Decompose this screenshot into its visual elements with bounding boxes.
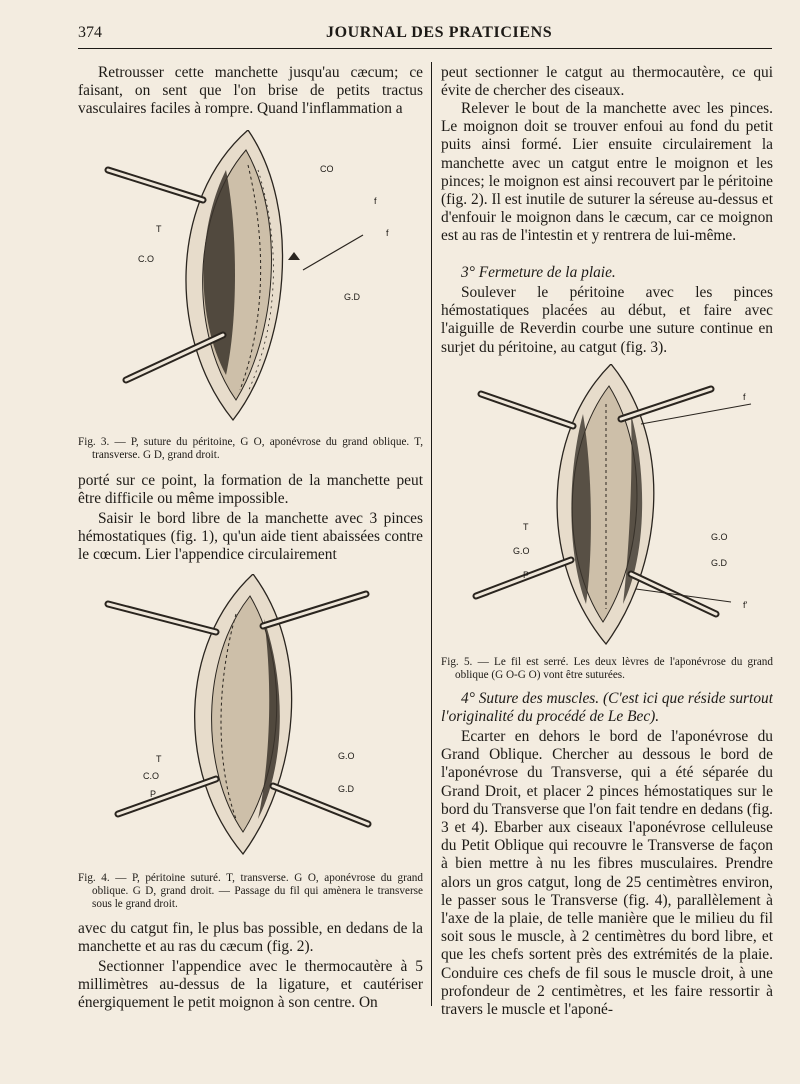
figure-4-caption: Fig. 4. — P, péritoine suturé. T, transverse. G O, aponévrose du grand oblique. G D, grand droit. — Passage du fil qui amènera le transverse sous le grand droit. [78,872,423,911]
fig5-label-f: f [743,392,746,402]
fig5-label-gd: G.D [711,558,728,568]
figure-3 [98,130,398,430]
figure-5-illustration [461,364,761,649]
fig4-label-gd: G.D [338,784,355,794]
fig5-label-f-prime: f' [743,600,748,610]
right-paragraph-4: Ecarter en dehors le bord de l'aponévrose du Grand Oblique. Chercher au dessous le bord de l'aponévrose du Transverse, qui a été séparée du Grand Droit, et placer 2 pinces hémostatiques sur le bord du Transverse que l'on fait tendre en dedans (fig. 3 et 4). Ebarber aux ciseaux l'aponévrose celluleuse du Petit Oblique qui recouvre le Transverse de façon à bien mettre à nu les fibres musculaires. Prendre alors un gros catgut, long de 25 centimètres environ, le passer sous le Transverse (fig. 4), parallèlement à l'axe de la plaie, de telle manière que le milieu du fil soit sous le muscle, à 2 centimètres du bord libre, et que les chefs sortent près des extrémités de la plaie. Conduire ces chefs de fil sous le muscle droit, à une profondeur de 2 centimètres, et les faire ressortir à travers le muscle et l'aponé- [441,728,773,1019]
fig3-label-t: T [156,224,162,234]
figure-4-illustration [98,574,398,864]
right-column [441,64,773,1024]
column-rule [431,62,432,1006]
right-paragraph-2: Relever le bout de la manchette avec les pinces. Le moignon doit se trouver enfoui au fond du petit puits ainsi formé. Lier ensuite circulairement la manchette avec un catgut entre le moignon et les pinces; le moignon est ainsi recouvert par le péritoine (fig. 2). Il est inutile de suturer la séreuse au-dessus et d'enfouir le moignon dans le cæcum, car ce moignon est au ras de l'intestin et y rentrera de lui-même. [441,100,773,245]
figure-4 [98,574,398,864]
fig4-label-t: T [156,754,162,764]
fig3-label-f1: f [374,196,377,206]
right-paragraph-3: Soulever le péritoine avec les pinces hémostatiques placées au début, et faire avec l'aiguille de Reverdin courbe une suture continue en surjet du péritoine, au catgut (fig. 3). [441,284,773,356]
fig4-label-p: P [150,789,157,799]
section-3-heading: 3° Fermeture de la plaie. [461,264,616,281]
figure-3-illustration [98,130,398,430]
fig3-label-co-left: C.O [138,254,155,264]
left-paragraph-2: porté sur ce point, la formation de la manchette peut être difficile ou même impossible. [78,472,423,508]
left-paragraph-1: Retrousser cette manchette jusqu'au cæcum; ce faisant, on sent que l'on brise de petits tractus vasculaires faciles à rompre. Quand l'inflammation a [78,64,423,118]
header-rule [78,48,772,49]
section-4-heading: 4° Suture des muscles. (C'est ici que réside surtout l'originalité du procédé de Le Bec). [441,690,773,726]
figure-3-caption: Fig. 3. — P, suture du péritoine, G O, aponévrose du grand oblique. T, transverse. G D, grand droit. [78,436,423,462]
fig5-label-t: T [523,522,529,532]
fig5-label-go-right: G.O [711,532,728,542]
fig3-label-f2: f [386,228,389,238]
fig4-label-co: C.O [143,771,160,781]
left-paragraph-3: Saisir le bord libre de la manchette avec 3 pinces hémostatiques (fig. 1), qu'un aide tient abaissées contre le cœcum. Lier l'appendice circulairement [78,510,423,564]
fig3-label-gd: G.D [344,292,361,302]
journal-title: JOURNAL DES PRATICIENS [326,24,553,41]
fig5-label-p: P [523,570,530,580]
left-column [78,64,423,1014]
page-number: 374 [78,24,102,41]
right-paragraph-1: peut sectionner le catgut au thermocautère, ce qui évite de chercher des ciseaux. [441,64,773,100]
left-paragraph-5: Sectionner l'appendice avec le thermocautère à 5 millimètres au-dessus de la ligature, et cautériser énergiquement le petit moignon à son centre. On [78,958,423,1012]
fig3-label-co: CO [320,164,334,174]
figure-5 [461,364,761,649]
left-paragraph-4: avec du catgut fin, le plus bas possible, en dedans de la manchette et au ras du cæcum (fig. 2). [78,920,423,956]
figure-5-caption: Fig. 5. — Le fil est serré. Les deux lèvres de l'aponévrose du grand oblique (G O-G O) vont être suturées. [441,656,773,682]
fig5-label-go-left: G.O [513,546,530,556]
fig4-label-go: G.O [338,751,355,761]
